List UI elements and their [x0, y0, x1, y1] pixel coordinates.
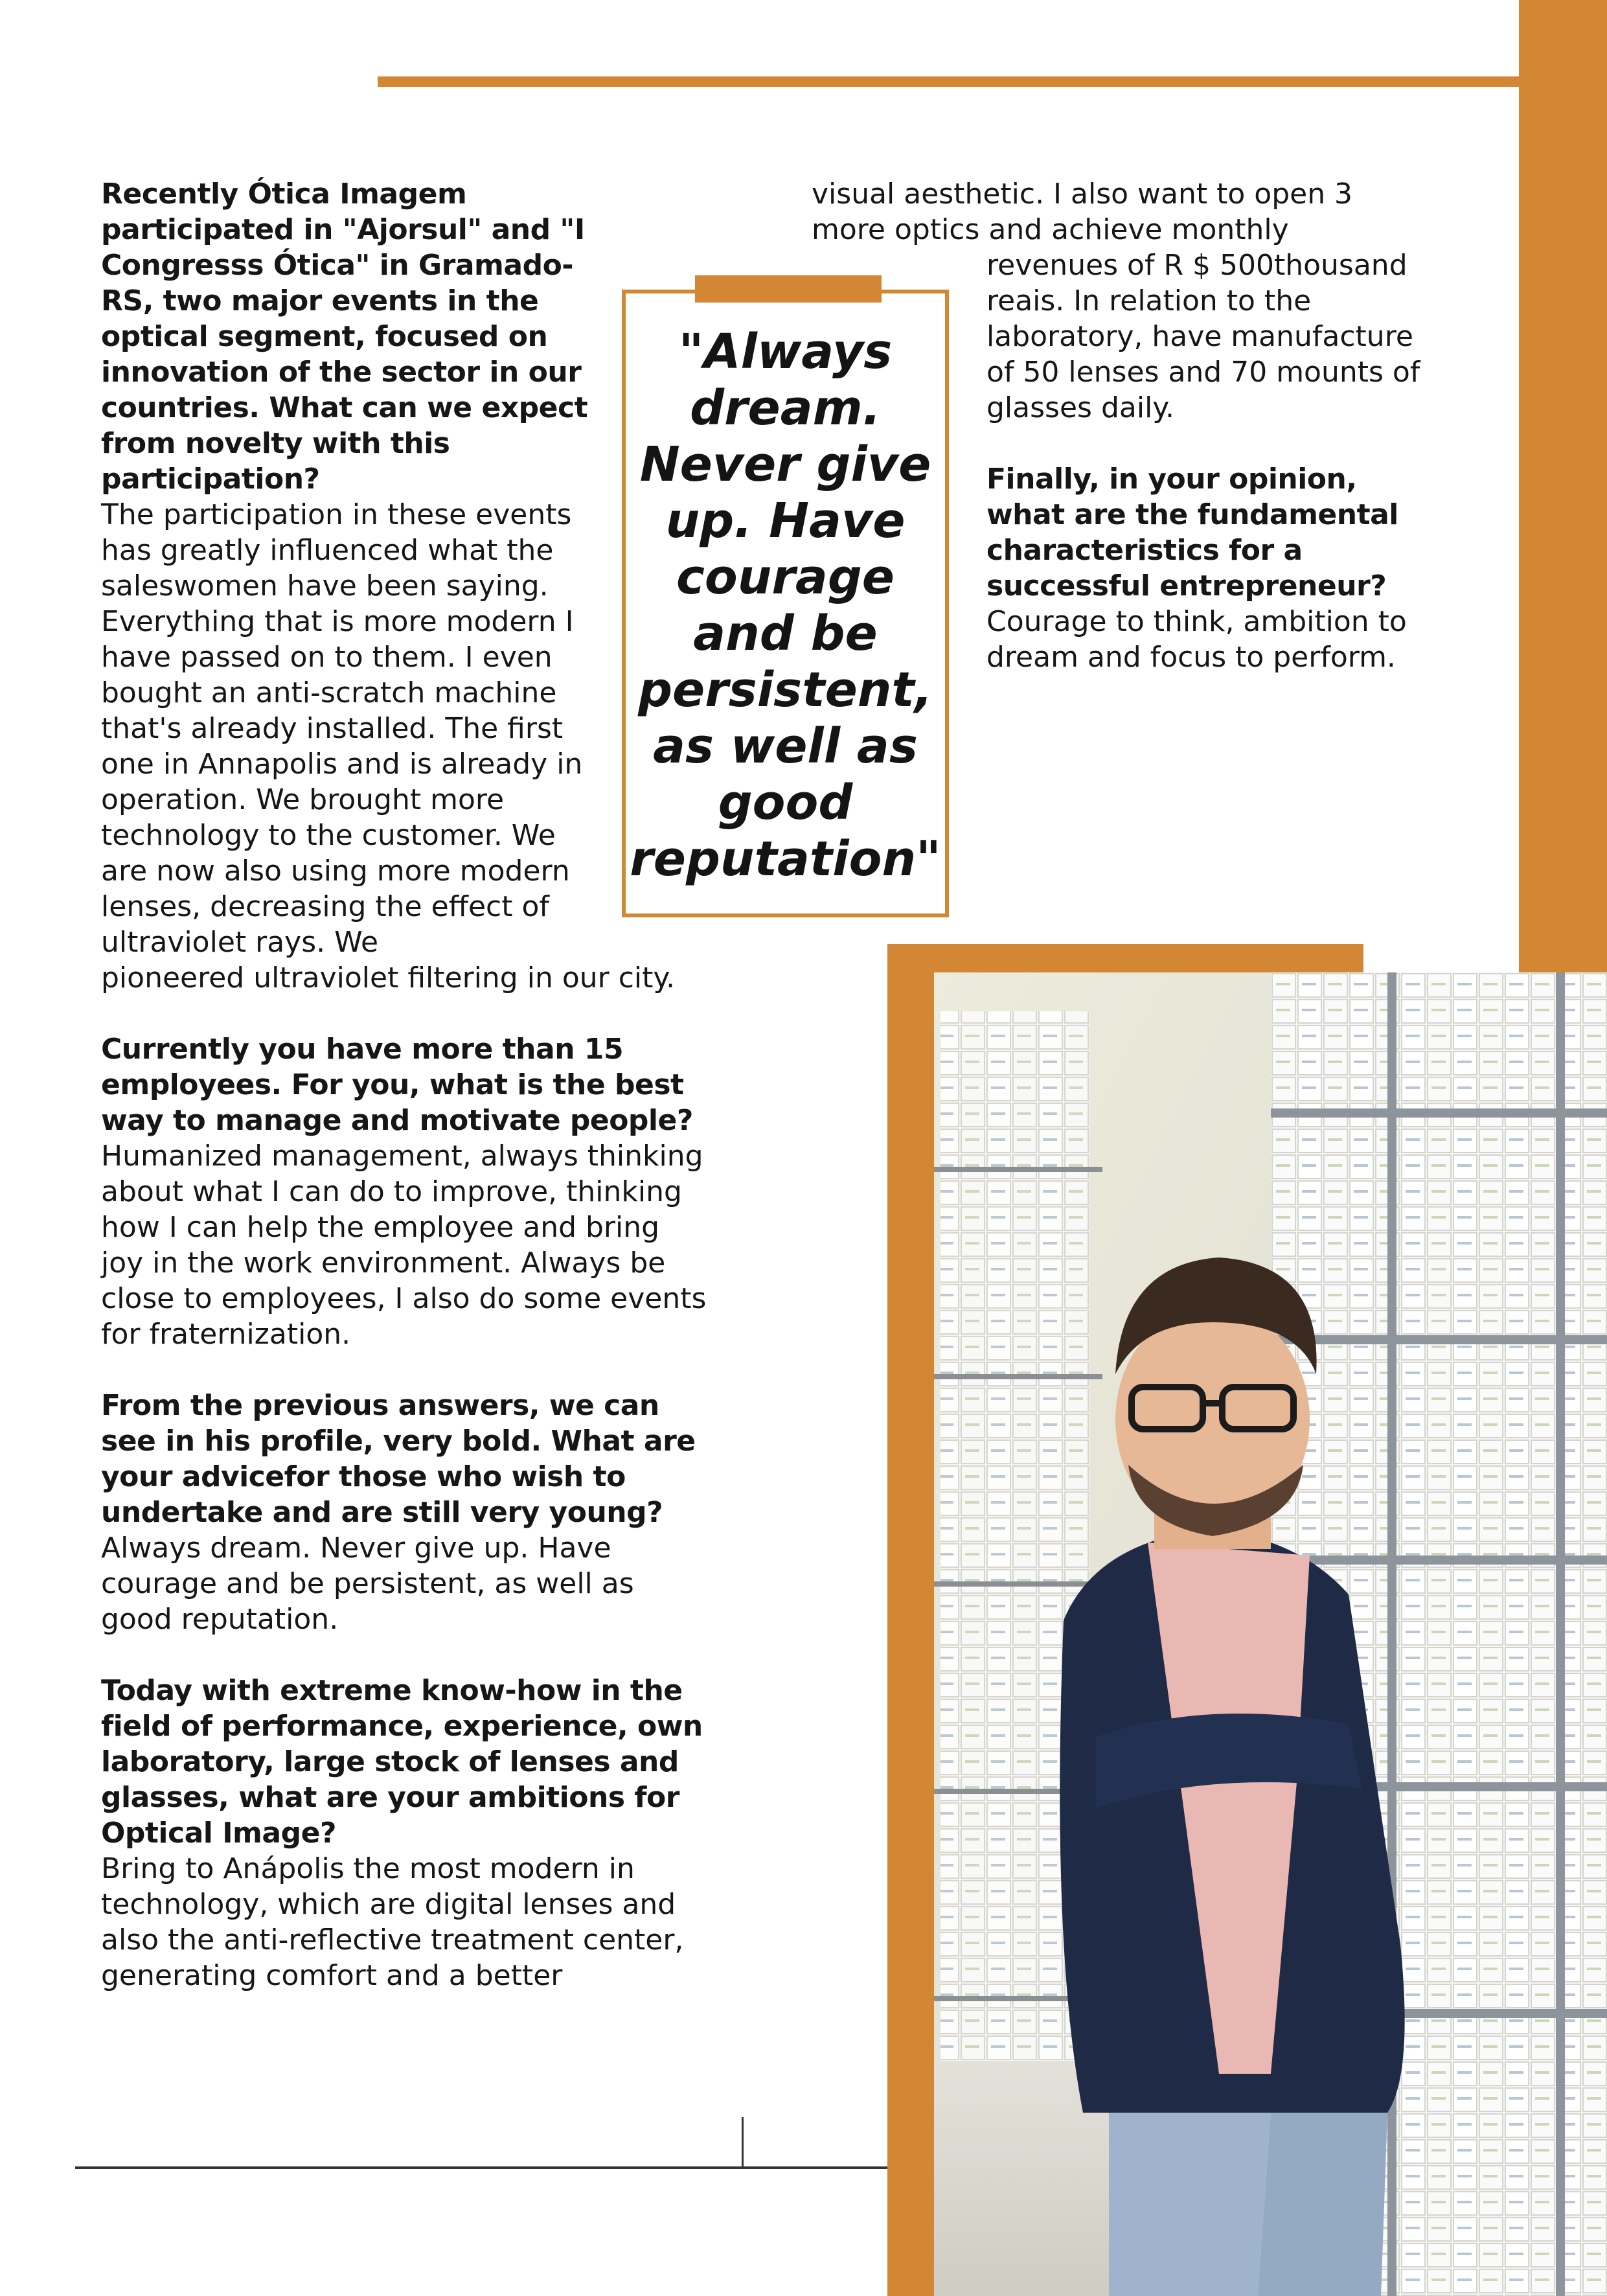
question-4: Today with extreme know-how in the field of performance, experience, own laboratory, large stock of lenses and glasses, what are your ambitions for Optical Image? — [101, 1674, 703, 1850]
right-column — [986, 247, 1440, 675]
answer-4-continued: visual aesthetic. I also want to open 3 more optics and achieve monthly — [812, 178, 1353, 246]
footer-rule-tick — [742, 2117, 744, 2169]
portrait-photo — [934, 972, 1607, 2296]
footer-rule — [75, 2166, 887, 2169]
answer-4-continued-2: revenues of R $ 500thousand reais. In relation to the laboratory, have manufacture of 50 lenses and 70 mounts of glasses daily. — [986, 249, 1420, 424]
answer-1: The participation in these events has greatly influenced what the saleswomen have been saying. Everything that is more modern I have passed on to them. I even bought an anti-scratch machine that's already installed. The first one in Annapolis and is already in operation. We brought more technology to the customer. We are now also using more modern lenses, decreasing the effect of ultraviolet rays. We — [101, 498, 583, 959]
answer-5: Courage to think, ambition to dream and focus to perform. — [986, 605, 1407, 674]
pull-quote: "Always dream. Never give up. Have courage and be persistent, as well as good reputation" — [630, 324, 941, 887]
question-1: Recently Ótica Imagem participated in "Ajorsul" and "I Congresss Ótica" in Gramado-RS, two major events in the optical segment, focused on innovation of the sector in our countries. What can we expect from novelty with this participation? — [101, 178, 588, 496]
accent-bar-top — [378, 76, 1519, 87]
left-column — [101, 176, 710, 1993]
question-5: Finally, in your opinion, what are the fundamental characteristics for a successful entrepreneur? — [986, 463, 1398, 603]
answer-4: Bring to Anápolis the most modern in technology, which are digital lenses and also the anti-reflective treatment center, generating comfort and a better — [101, 1852, 684, 1992]
middle-column — [812, 176, 1433, 247]
photo-accent-left — [887, 944, 934, 2296]
answer-3: Always dream. Never give up. Have courage and be persistent, as well as good reputation. — [101, 1532, 634, 1636]
pull-quote-tab — [695, 275, 882, 303]
answer-1-end: pioneered ultraviolet filtering in our city. — [101, 961, 676, 994]
question-2: Currently you have more than 15 employees. For you, what is the best way to manage and motivate people? — [101, 1033, 693, 1137]
answer-2: Humanized management, always thinking about what I can do to improve, thinking how I can help the employee and bring joy in the work environment. Always be close to employees, I also do some events for fraternization. — [101, 1140, 707, 1351]
question-3: From the previous answers, we can see in his profile, very bold. What are your advicefor those who wish to undertake and are still very young? — [101, 1389, 696, 1529]
photo-accent-top — [887, 944, 1363, 972]
